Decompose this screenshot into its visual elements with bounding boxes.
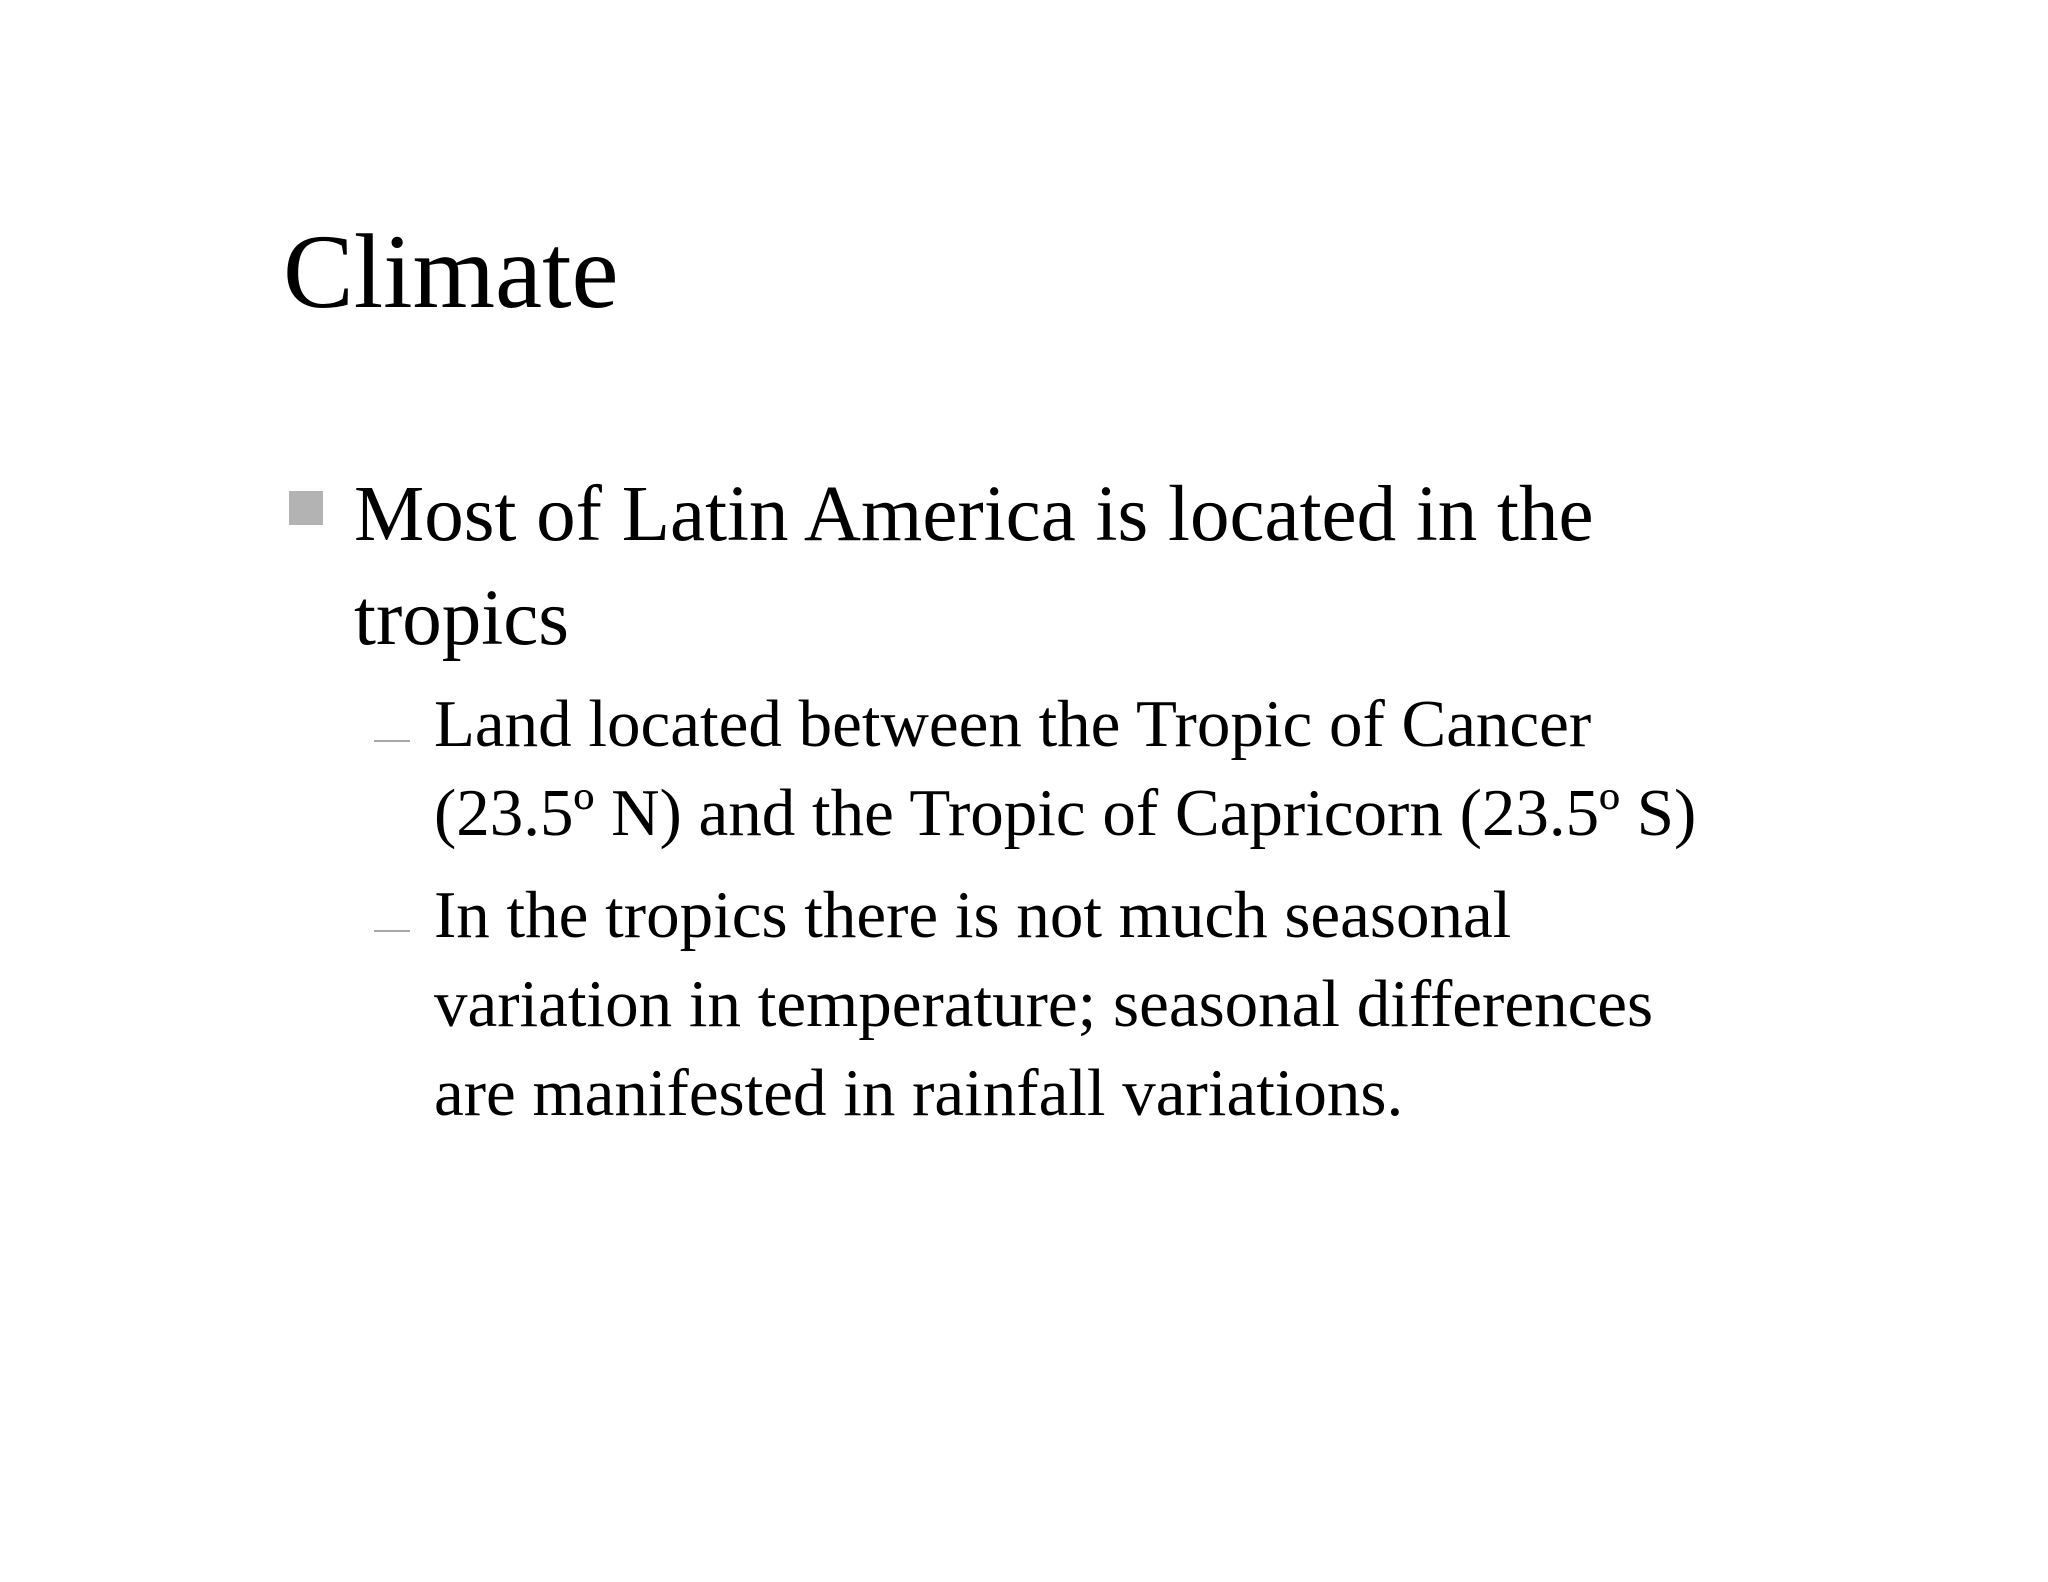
sub-bullet-line: Land located between the Tropic of Cancer — [434, 687, 1592, 761]
dash-bullet-icon — [374, 930, 410, 932]
dash-bullet-icon — [374, 740, 410, 742]
bullet-text: Most of Latin America is located in the tropics — [354, 471, 1594, 662]
sub-bullet-line: In the tropics there is not much seasonal — [434, 878, 1512, 952]
slide-title: Climate — [283, 213, 619, 330]
sub-bullet-line: variation in temperature; seasonal differences — [434, 967, 1654, 1041]
sub-bullet-text — [434, 871, 1854, 1138]
sub-bullet-line: are manifested in rainfall variations. — [434, 1056, 1404, 1130]
sub-bullet-line: (23.5º N) and the Tropic of Capricorn (23.5º S) — [434, 776, 1697, 850]
sub-bullet-text — [434, 680, 1854, 858]
square-bullet-icon — [289, 491, 323, 525]
